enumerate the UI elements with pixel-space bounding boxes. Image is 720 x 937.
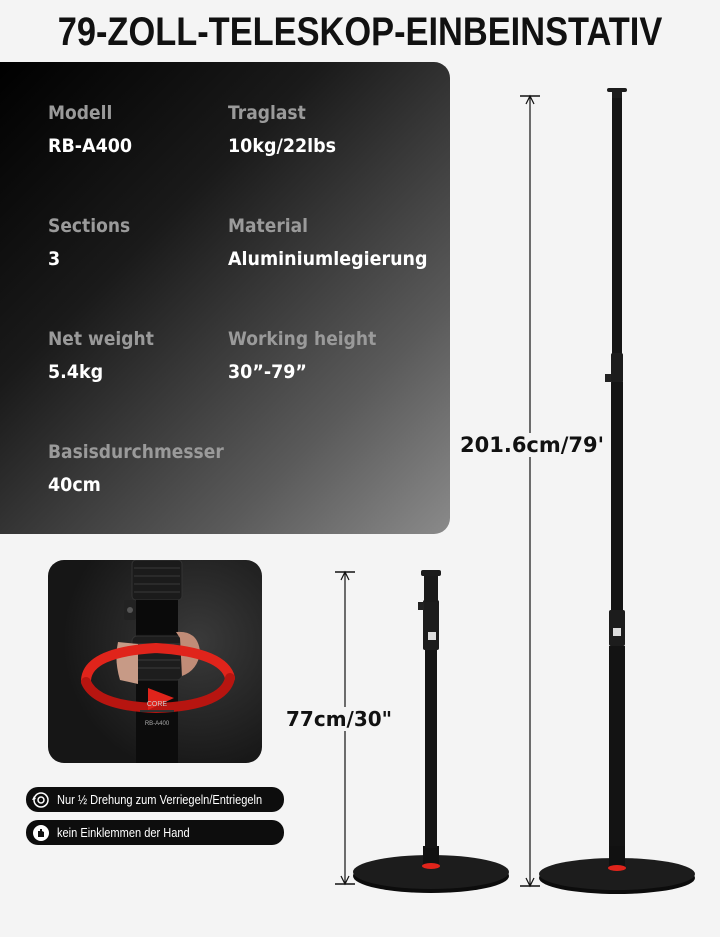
spec-value: 40cm bbox=[48, 474, 101, 496]
spec-label: Material bbox=[228, 215, 309, 237]
spec-value: 10kg/22lbs bbox=[228, 135, 337, 157]
spec-base-diameter bbox=[48, 441, 243, 496]
feature-pill-no-pinch bbox=[26, 820, 284, 845]
brand-mark: CORE bbox=[146, 701, 168, 708]
rotate-lock-icon bbox=[32, 791, 50, 809]
tall-monopod bbox=[535, 88, 715, 898]
spec-label: Modell bbox=[48, 102, 113, 124]
short-monopod bbox=[350, 566, 520, 896]
spec-value: 5.4kg bbox=[48, 361, 104, 383]
spec-label: Traglast bbox=[228, 102, 306, 124]
spec-value: 3 bbox=[48, 248, 61, 270]
feature-text: Nur ½ Drehung zum Verriegeln/Entriegeln bbox=[57, 792, 263, 807]
spec-value: Aluminiumlegierung bbox=[228, 248, 428, 270]
short-dimension-label: 77cm/30" bbox=[286, 707, 393, 731]
model-mark: RB-A400 bbox=[144, 721, 170, 727]
feature-text: kein Einklemmen der Hand bbox=[57, 825, 190, 840]
hand-icon bbox=[32, 824, 50, 842]
spec-load bbox=[228, 102, 345, 157]
spec-value: 30”-79” bbox=[228, 361, 307, 383]
twist-lock-illustration bbox=[48, 560, 262, 763]
spec-label: Net weight bbox=[48, 328, 154, 350]
spec-sections bbox=[48, 215, 139, 270]
spec-value: RB-A400 bbox=[48, 135, 133, 157]
spec-model bbox=[48, 102, 139, 157]
spec-label: Sections bbox=[48, 215, 131, 237]
feature-pill-half-turn bbox=[26, 787, 284, 812]
tall-dimension-label: 201.6cm/79' bbox=[460, 433, 605, 457]
spec-working-height bbox=[228, 328, 393, 383]
spec-label: Working height bbox=[228, 328, 377, 350]
spec-net-weight bbox=[48, 328, 166, 383]
spec-material bbox=[228, 215, 445, 270]
page-title: 79-ZOLL-TELESKOP-EINBEINSTATIV bbox=[57, 10, 663, 54]
twist-lock-photo bbox=[48, 560, 262, 763]
spec-label: Basisdurchmesser bbox=[48, 441, 224, 463]
